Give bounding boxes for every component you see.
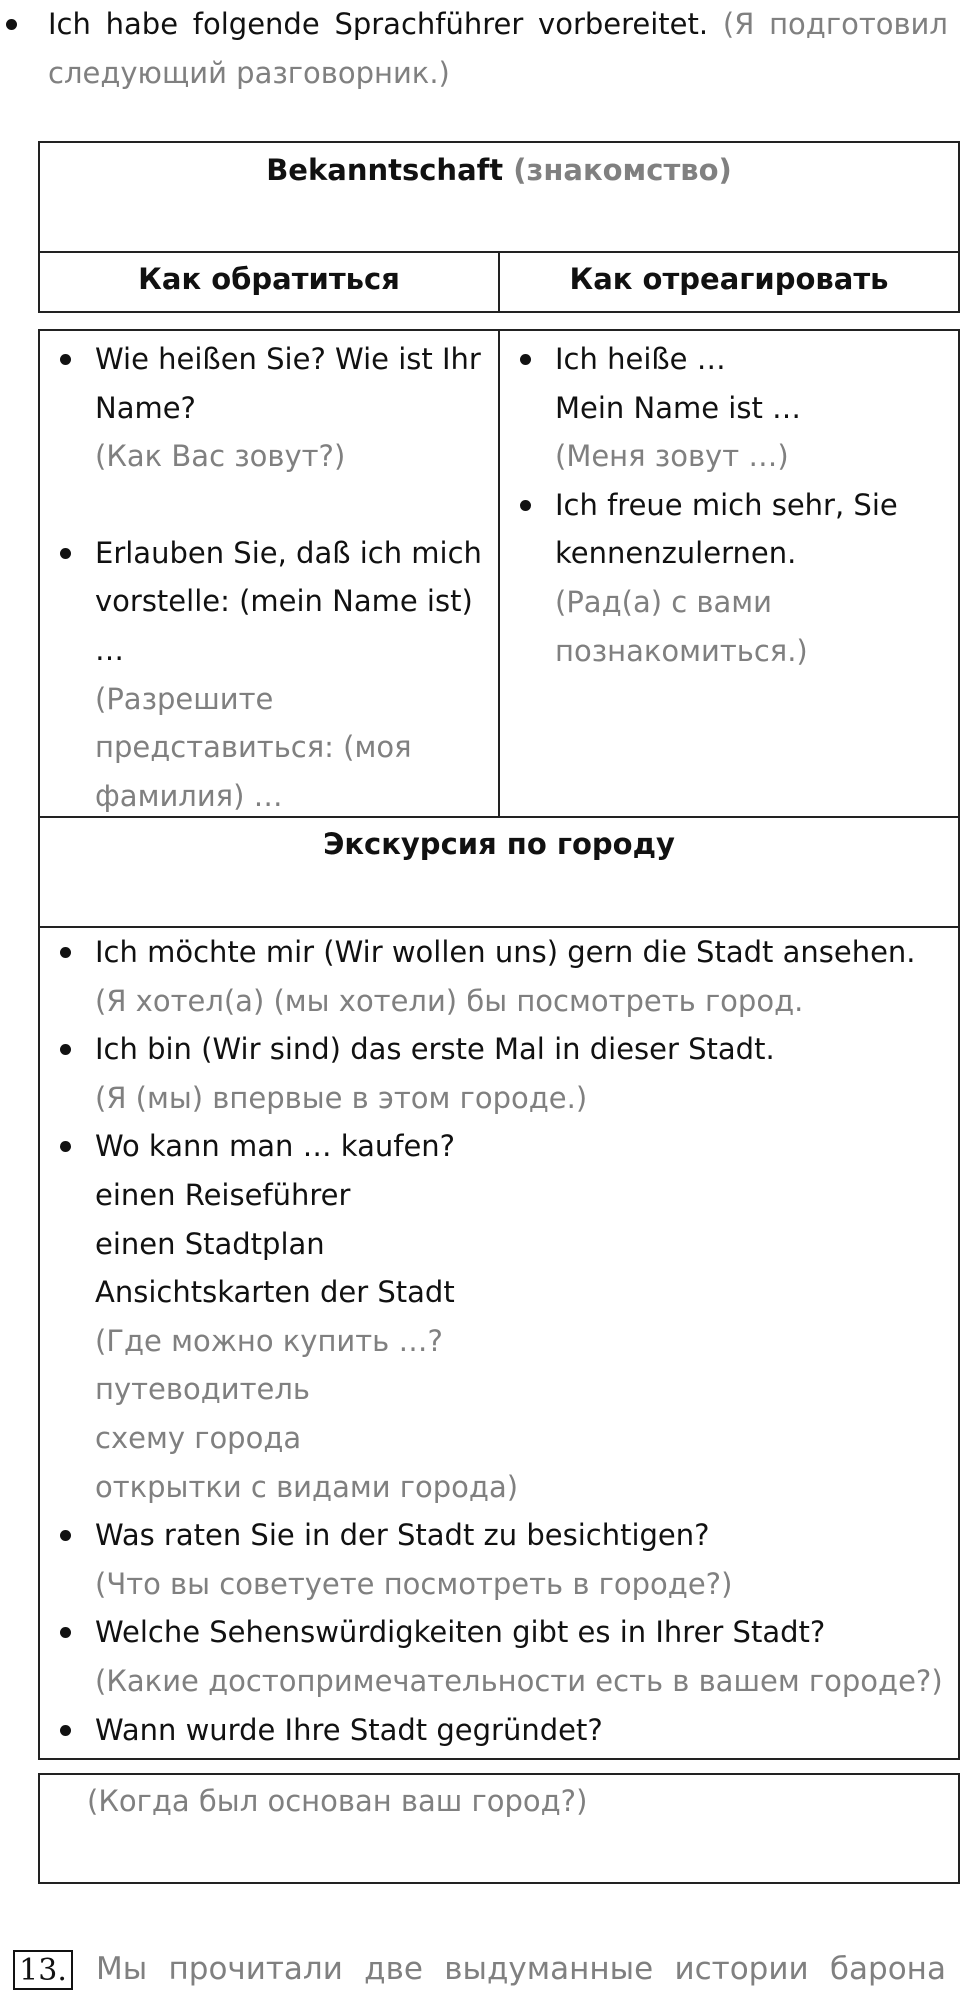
response-phrase-item [508, 481, 958, 675]
translation-text: (Где можно купить …? [95, 1323, 443, 1358]
response-phrases-list [508, 335, 958, 675]
translation-text: (Как Вас зовут?) [95, 439, 346, 474]
intro-paragraph [48, 0, 948, 97]
phrase-text: Wo kann man … kaufen? [95, 1129, 456, 1164]
phrase-text: Ansichtskarten der Stadt [95, 1275, 455, 1310]
translation-text: (Я хотел(а) (мы хотели) бы посмотреть город. [95, 983, 804, 1018]
phrase-text: Name? [95, 390, 196, 425]
footer-word: две [364, 1951, 423, 1987]
address-phrase-item [48, 335, 498, 481]
phrase-text: Wie heißen Sie? Wie ist Ihr [95, 342, 481, 376]
intro-word: habe [105, 7, 179, 41]
column-header-right: Как отреагировать [569, 262, 889, 296]
translation-text: (Когда был основан ваш город?) [87, 1784, 588, 1818]
phrase-text: Was raten Sie in der Stadt zu besichtigen? [95, 1518, 710, 1553]
address-phrases-list [48, 335, 498, 820]
phrase-text: Ich bin (Wir sind) das erste Mal in dieser Stadt. [95, 1032, 775, 1067]
phrase-text: kennenzulernen. [555, 536, 797, 571]
divider [498, 331, 500, 816]
translation-text: (Какие достопримечательности есть в вашем городе?) [95, 1663, 943, 1698]
translation-text: представиться: (моя [95, 730, 412, 765]
translation-text: (Рад(а) с вами [555, 584, 772, 619]
intro-line-2: следующий разговорник.) [48, 55, 450, 90]
phrasebook-table [38, 329, 960, 1760]
bullet-icon [6, 19, 17, 30]
intro-word: подготовил [769, 7, 948, 41]
intro-word: folgende [192, 7, 320, 41]
translation-text: фамилия) … [95, 778, 283, 813]
excursion-phrase-item [48, 1025, 948, 1122]
excursion-phrase-item [48, 1122, 948, 1511]
excursion-section-title: Экскурсия по городу [323, 827, 675, 861]
section-title-de: Bekanntschaft [266, 153, 504, 187]
phrase-text: Mein Name ist … [555, 390, 802, 425]
footer-word: Мы [96, 1951, 148, 1987]
translation-text: (Меня зовут …) [555, 439, 789, 474]
response-phrase-item [508, 335, 958, 481]
translation-text: (Я (мы) впервые в этом городе.) [95, 1080, 588, 1115]
excursion-phrases-list [48, 928, 948, 1754]
translation-text: познакомиться.) [555, 633, 808, 668]
excursion-phrase-item [48, 1608, 948, 1705]
intro-word: vorbereitet. [538, 7, 709, 41]
phrase-text: … [95, 632, 124, 667]
section-title-ru: (знакомство) [513, 153, 732, 187]
continuation-table [38, 1773, 960, 1884]
intro-word: Sprachführer [334, 7, 524, 41]
phrase-text: vorstelle: (mein Name ist) [95, 584, 473, 619]
translation-text: (Разрешите [95, 681, 274, 716]
phrase-text: einen Stadtplan [95, 1226, 325, 1261]
exercise-number: 13. [13, 1950, 73, 1990]
phrase-text: Ich freue mich sehr, Sie [555, 487, 898, 522]
column-header-left: Как обратиться [138, 262, 400, 296]
intro-word: Ich [48, 7, 91, 41]
phrase-text: Ich möchte mir (Wir wollen uns) gern die Stadt ansehen. [95, 935, 916, 969]
phrase-text: einen Reiseführer [95, 1177, 351, 1212]
excursion-phrase-item [48, 1706, 948, 1755]
phrase-text: Erlauben Sie, daß ich mich [95, 535, 482, 570]
translation-text: открытки с видами города) [95, 1469, 519, 1504]
excursion-phrase-item [48, 928, 948, 1025]
bekanntschaft-header-table [38, 141, 960, 313]
footer-word: барона [829, 1951, 946, 1987]
address-phrase-item [48, 529, 498, 821]
footer-word: истории [674, 1951, 809, 1987]
phrase-text: Ich heiße … [555, 342, 726, 376]
footer-word: выдуманные [444, 1951, 654, 1987]
excursion-phrase-item [48, 1511, 948, 1608]
intro-line-1 [48, 0, 948, 49]
section-title [40, 146, 958, 195]
exercise-text [96, 1945, 946, 1994]
intro-word: (Я [722, 7, 755, 41]
translation-text: путеводитель [95, 1372, 310, 1407]
translation-text: схему города [95, 1420, 302, 1455]
translation-text: (Что вы советуете посмотреть в городе?) [95, 1566, 733, 1601]
footer-word: прочитали [168, 1951, 343, 1987]
phrase-text: Welche Sehenswürdigkeiten gibt es in Ihrer Stadt? [95, 1615, 826, 1650]
phrase-text: Wann wurde Ihre Stadt gegründet? [95, 1712, 603, 1747]
